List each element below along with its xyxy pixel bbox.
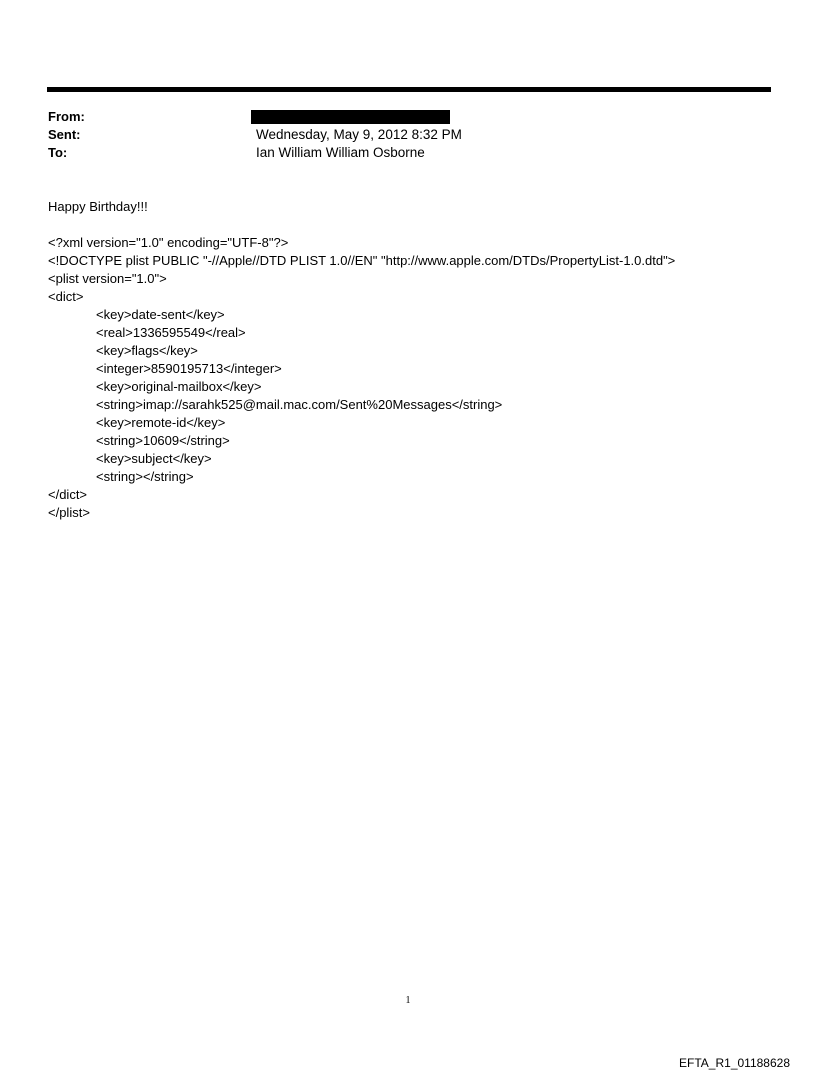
sent-label: Sent: bbox=[48, 127, 81, 142]
sent-value: Wednesday, May 9, 2012 8:32 PM bbox=[256, 127, 462, 142]
code-line: <!DOCTYPE plist PUBLIC "-//Apple//DTD PLIST 1.0//EN" "http://www.apple.com/DTDs/PropertyList-1.0.dtd"> bbox=[48, 253, 676, 268]
code-line: <string>imap://sarahk525@mail.mac.com/Sent%20Messages</string> bbox=[96, 397, 503, 412]
to-row bbox=[48, 144, 768, 162]
code-line: <key>flags</key> bbox=[96, 343, 198, 358]
from-row bbox=[48, 108, 768, 126]
page-number: 1 bbox=[405, 995, 411, 1006]
code-line: <dict> bbox=[48, 289, 84, 304]
to-value: Ian William William Osborne bbox=[256, 145, 425, 160]
code-line: <string>10609</string> bbox=[96, 433, 230, 448]
code-line: </dict> bbox=[48, 487, 88, 502]
redacted-sender bbox=[251, 110, 450, 124]
sent-row bbox=[48, 126, 768, 144]
code-line: <string></string> bbox=[96, 469, 194, 484]
code-line: <key>subject</key> bbox=[96, 451, 212, 466]
code-line: <real>1336595549</real> bbox=[96, 325, 246, 340]
document-id: EFTA_R1_01188628 bbox=[679, 1056, 790, 1070]
header-rule bbox=[47, 87, 771, 92]
to-label: To: bbox=[48, 145, 68, 160]
from-label: From: bbox=[48, 109, 85, 124]
code-line: <key>remote-id</key> bbox=[96, 415, 226, 430]
code-line: <key>original-mailbox</key> bbox=[96, 379, 262, 394]
code-line: <plist version="1.0"> bbox=[48, 271, 167, 286]
code-line: <key>date-sent</key> bbox=[96, 307, 225, 322]
code-line: <integer>8590195713</integer> bbox=[96, 361, 282, 376]
email-header bbox=[48, 108, 768, 162]
plist-code-block bbox=[48, 234, 675, 522]
greeting-text: Happy Birthday!!! bbox=[48, 199, 148, 214]
code-line: </plist> bbox=[48, 505, 90, 520]
code-line: <?xml version="1.0" encoding="UTF-8"?> bbox=[48, 235, 289, 250]
